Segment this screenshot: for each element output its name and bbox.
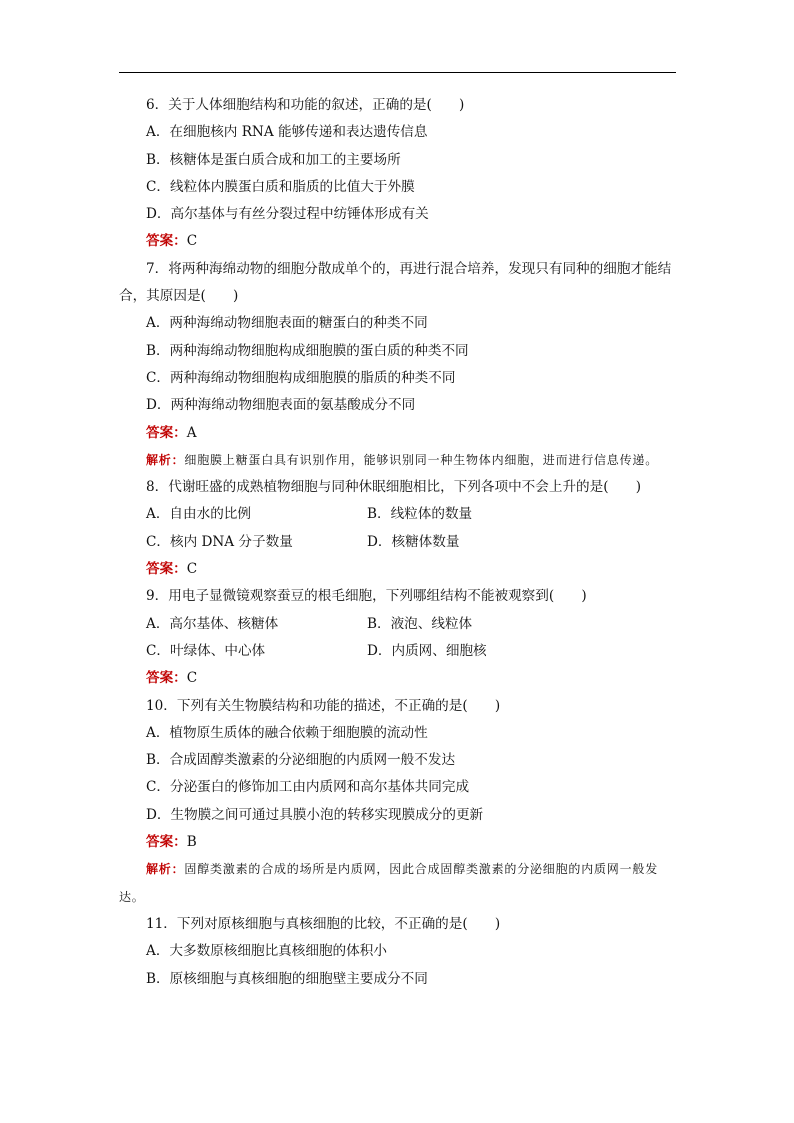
question-stem: 9．用电子显微镜观察蚕豆的根毛细胞，下列哪组结构不能被观察到( ) [146, 588, 587, 605]
option: A．在细胞核内 RNA 能够传递和表达遗传信息 [146, 124, 428, 141]
question-stem: 10．下列有关生物膜结构和功能的描述，不正确的是( ) [146, 697, 501, 714]
answer-label: 答案： [146, 424, 187, 441]
explanation [119, 856, 676, 911]
question-stem: 11．下列对原核细胞与真核细胞的比较，不正确的是( ) [146, 915, 501, 932]
option: D．两种海绵动物细胞表面的氨基酸成分不同 [146, 397, 416, 414]
option: C．线粒体内膜蛋白质和脂质的比值大于外膜 [146, 178, 415, 195]
option: C．叶绿体、中心体 [146, 642, 266, 659]
option-row [119, 529, 676, 556]
option: C．两种海绵动物细胞构成细胞膜的脂质的种类不同 [146, 369, 456, 386]
option: A．植物原生质体的融合依赖于细胞膜的流动性 [146, 724, 428, 741]
answer-label: 答案： [146, 834, 187, 851]
option: A．高尔基体、核糖体 [146, 615, 279, 632]
answer-value: C [186, 233, 198, 250]
question-stem: 8．代谢旺盛的成熟植物细胞与同种休眠细胞相比，下列各项中不会上升的是( ) [146, 479, 642, 496]
option: B．原核细胞与真核细胞的细胞壁主要成分不同 [146, 970, 428, 987]
answer-line [119, 665, 676, 692]
answer-line [119, 420, 676, 447]
question-stem: 6．关于人体细胞结构和功能的叙述，正确的是( ) [146, 97, 465, 113]
answer-label: 答案： [146, 670, 187, 687]
answer-value: B [186, 834, 197, 851]
answer-label: 答案： [146, 233, 187, 250]
answer-line [119, 228, 676, 255]
explanation [119, 447, 676, 474]
explain-label: 解析： [146, 862, 185, 877]
option: D．核糖体数量 [367, 533, 460, 550]
document-body [119, 92, 676, 993]
answer-line [119, 556, 676, 583]
option: C．核内 DNA 分子数量 [146, 533, 293, 550]
explain-text: 固醇类激素的合成的场所是内质网，因此合成固醇类激素的分泌细胞的内质网一般发达。 [119, 862, 659, 904]
option: C．分泌蛋白的修饰加工由内质网和高尔基体共同完成 [146, 779, 470, 796]
answer-line [119, 829, 676, 856]
option: A．自由水的比例 [146, 506, 251, 523]
answer-value: C [186, 561, 198, 578]
header-rule [119, 72, 676, 73]
option: A．大多数原核细胞比真核细胞的体积小 [146, 943, 387, 960]
question-stem: 7．将两种海绵动物的细胞分散成单个的，再进行混合培养，发现只有同种的细胞才能结合，其原因是( ) [119, 260, 672, 305]
option: B．线粒体的数量 [367, 506, 473, 523]
option: B．合成固醇类激素的分泌细胞的内质网一般不发达 [146, 752, 456, 769]
option-row [119, 638, 676, 665]
option: D．内质网、细胞核 [367, 642, 487, 659]
option-row [119, 501, 676, 528]
answer-label: 答案： [146, 561, 187, 578]
answer-value: A [186, 424, 197, 441]
option: A．两种海绵动物细胞表面的糖蛋白的种类不同 [146, 315, 428, 332]
option: B．两种海绵动物细胞构成细胞膜的蛋白质的种类不同 [146, 342, 469, 359]
explain-label: 解析： [146, 452, 185, 467]
option-row [119, 611, 676, 638]
option: B．液泡、线粒体 [367, 615, 473, 632]
answer-value: C [186, 670, 198, 687]
option: D．生物膜之间可通过具膜小泡的转移实现膜成分的更新 [146, 806, 484, 823]
option: B．核糖体是蛋白质合成和加工的主要场所 [146, 151, 401, 168]
explain-text: 细胞膜上糖蛋白具有识别作用，能够识别同一种生物体内细胞，进而进行信息传递。 [184, 452, 659, 467]
option: D．高尔基体与有丝分裂过程中纺锤体形成有关 [146, 206, 429, 223]
